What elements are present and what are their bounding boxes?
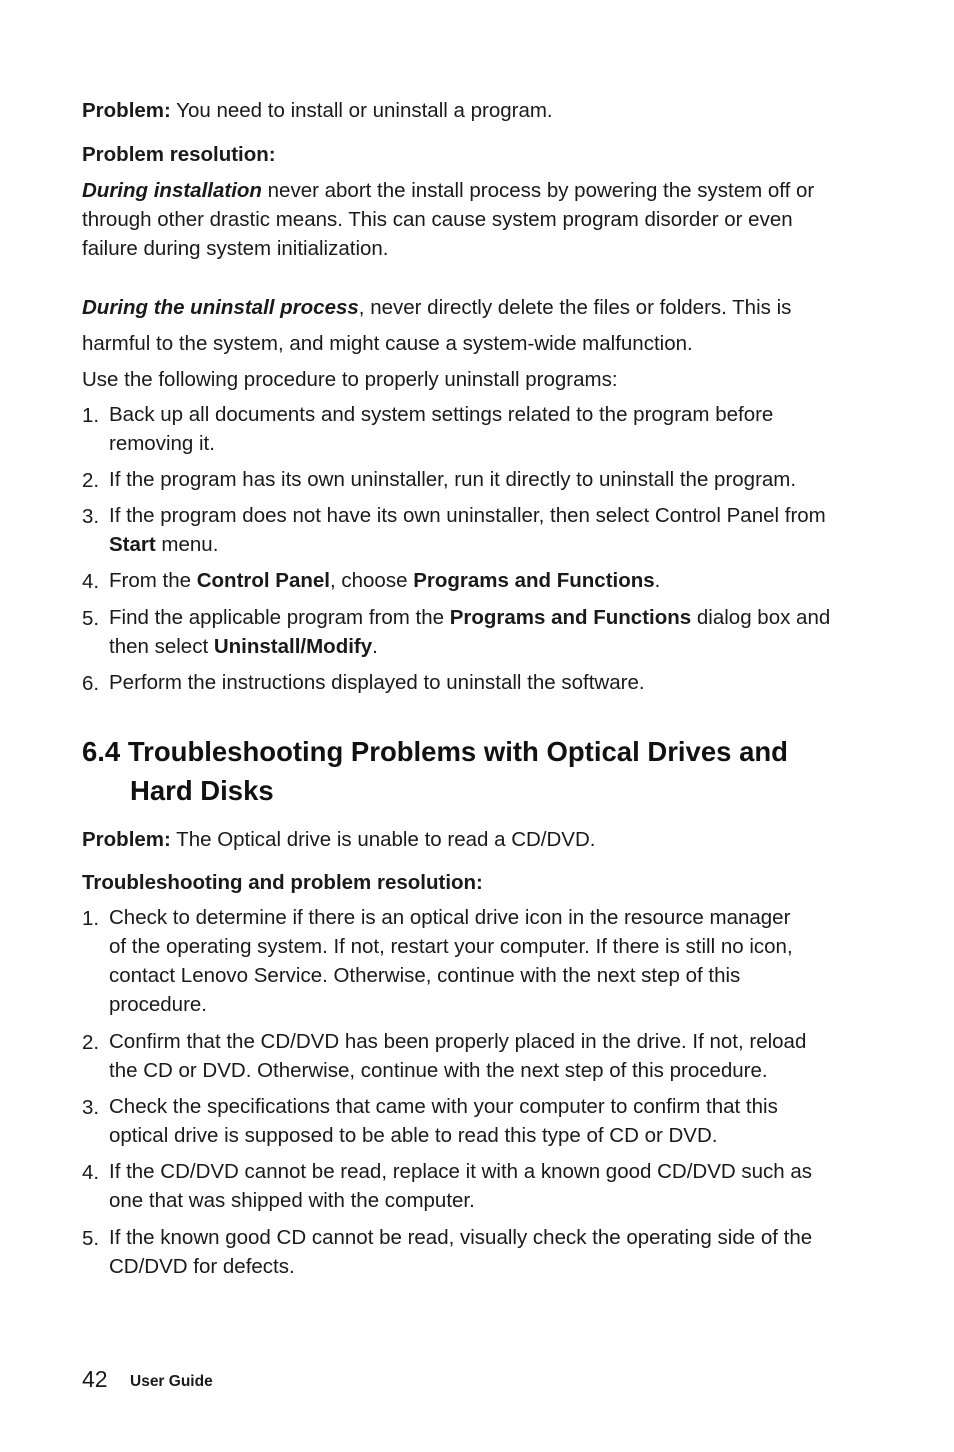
uninstall-paragraph-line1: During the uninstall process, never directly delete the files or folders. This is	[82, 296, 792, 319]
list-item: If the known good CD cannot be read, visually check the operating side of the CD/DVD for defects.	[109, 1226, 813, 1278]
step-number: 4.	[82, 1161, 100, 1184]
install-paragraph-line1: During installation never abort the install process by powering the system off or	[82, 179, 815, 202]
step-number: 1.	[82, 404, 100, 427]
step-number: 4.	[82, 570, 100, 593]
step-number: 2.	[82, 1031, 100, 1054]
procedure-intro: Use the following procedure to properly uninstall programs:	[82, 368, 618, 391]
list-item: If the program has its own uninstaller, run it directly to uninstall the program.	[109, 468, 797, 491]
step-number: 5.	[82, 607, 100, 630]
list-item: Find the applicable program from the Programs and Functions dialog box and then select Uninstall/Modify.	[109, 606, 831, 658]
problem-text: The Optical drive is unable to read a CD/DVD.	[170, 828, 596, 851]
step-number: 3.	[82, 1096, 100, 1119]
step-number: 5.	[82, 1227, 100, 1250]
list-item: If the CD/DVD cannot be read, replace it with a known good CD/DVD such as one that was shipped with the computer.	[109, 1160, 813, 1212]
uninstall-emphasis: During the uninstall process	[82, 296, 359, 319]
step-number: 3.	[82, 505, 100, 528]
step-number: 1.	[82, 907, 100, 930]
list-item: Back up all documents and system settings related to the program before removing it.	[109, 403, 774, 455]
problem-statement	[82, 99, 553, 123]
list-item: Confirm that the CD/DVD has been properly placed in the drive. If not, reload the CD or DVD. Otherwise, continue with the next step of this procedure.	[109, 1030, 807, 1082]
section-heading-line2: Hard Disks	[130, 775, 274, 806]
section-heading-line1: 6.4 Troubleshooting Problems with Optical Drives and	[82, 736, 788, 767]
problem-label: Problem:	[82, 99, 171, 122]
install-paragraph-line3: failure during system initialization.	[82, 237, 389, 260]
problem-text: You need to install or uninstall a program.	[170, 99, 553, 122]
page-number: 42	[82, 1366, 108, 1392]
list-item: From the Control Panel, choose Programs and Functions.	[109, 569, 661, 592]
troubleshooting-heading: Troubleshooting and problem resolution:	[82, 871, 483, 894]
problem-label: Problem:	[82, 828, 171, 851]
list-item: If the program does not have its own uninstaller, then select Control Panel from Start menu.	[109, 504, 826, 556]
install-paragraph-line2: through other drastic means. This can cause system program disorder or even	[82, 208, 793, 231]
resolution-heading: Problem resolution:	[82, 143, 276, 166]
list-item: Check to determine if there is an optical drive icon in the resource manager of the operating system. If not, restart your computer. If there is still no icon, contact Lenovo Service. Otherwise, continue with the next step of this procedure.	[109, 906, 793, 1016]
footer-label: User Guide	[130, 1373, 213, 1390]
install-emphasis: During installation	[82, 179, 262, 202]
step-number: 2.	[82, 469, 100, 492]
step-number: 6.	[82, 672, 100, 695]
uninstall-paragraph-line2: harmful to the system, and might cause a system-wide malfunction.	[82, 332, 693, 355]
list-item: Check the specifications that came with your computer to confirm that this optical drive is supposed to be able to read this type of CD or DVD.	[109, 1095, 778, 1147]
problem-statement-2	[82, 828, 595, 852]
list-item: Perform the instructions displayed to uninstall the software.	[109, 671, 645, 694]
